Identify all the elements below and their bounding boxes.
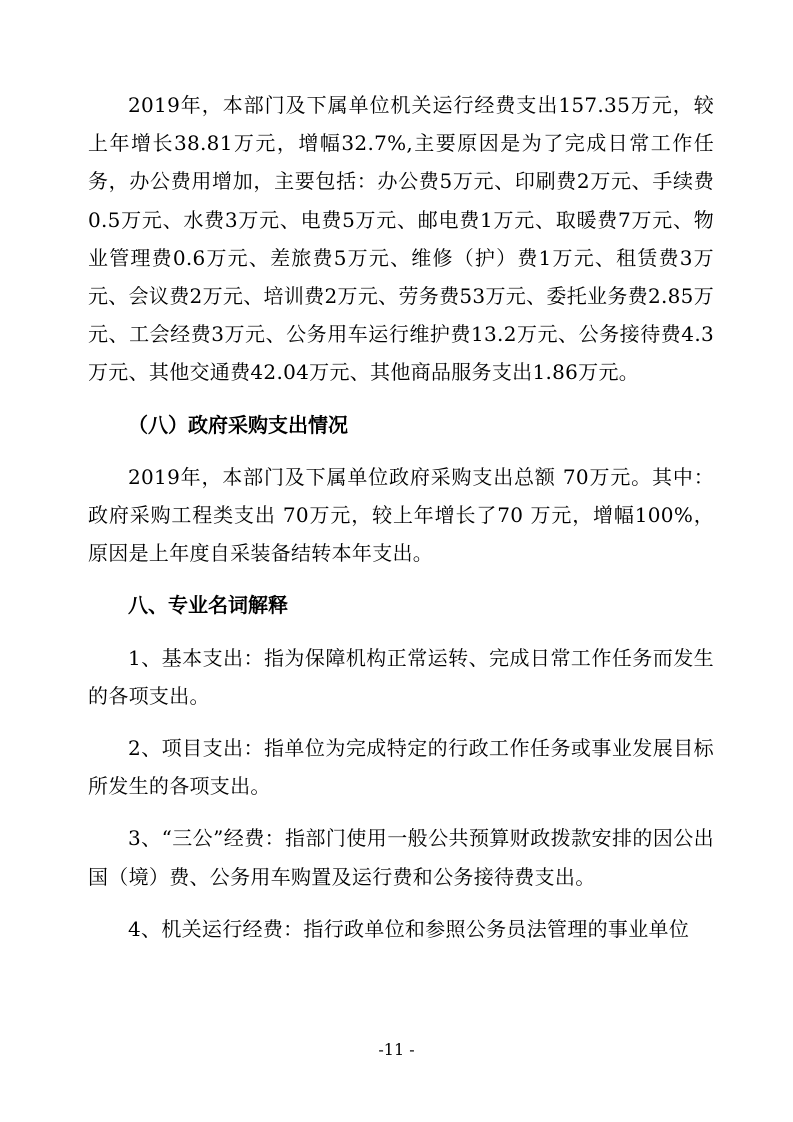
spacer xyxy=(88,805,714,819)
heading-government-procurement: （八）政府采购支出情况 xyxy=(128,412,348,437)
heading-glossary: 八、专业名词解释 xyxy=(128,593,288,618)
spacer xyxy=(88,896,714,910)
document-body xyxy=(88,86,714,948)
glossary-operating-expenses: 4、机关运行经费：指行政单位和参照公务员法管理的事业单位 xyxy=(128,916,690,941)
page-number: -11 - xyxy=(378,1040,415,1059)
paragraph-operating-expenses: 2019年，本部门及下属单位机关运行经费支出157.35万元，较上年增长38.81万元，增幅32.7%,主要原因是为了完成日常工作任务，办公费用增加，主要包括：办公费5万元、印刷费2万元、手续费0.5万元、水费3万元、电费5万元、邮电费1万元、取暖费7万元、物业管理费0.6万元、差旅费5万元、维修（护）费1万元、租赁费3万元、会议费2万元、培训费2万元、劳务费53万元、委托业务费2.85万元、工会经费3万元、公务用车运行维护费13.2万元、公务接待费4.3万元、其他交通费42.04万元、其他商品服务支出1.86万元。 xyxy=(88,93,714,385)
glossary-project-expenditure: 2、项目支出：指单位为完成特定的行政工作任务或事业发展目标所发生的各项支出。 xyxy=(88,736,714,799)
paragraph-procurement: 2019年，本部门及下属单位政府采购支出总额 70万元。其中：政府采购工程类支出 70万元，较上年增长了70 万元，增幅100%，原因是上年度自采装备结转本年支出。 xyxy=(88,464,714,566)
glossary-basic-expenditure: 1、基本支出：指为保障机构正常运转、完成日常工作任务而发生的各项支出。 xyxy=(88,645,714,708)
spacer xyxy=(88,392,714,406)
spacer xyxy=(88,625,714,639)
glossary-three-public-expenses: 3、“三公”经费：指部门使用一般公共预算财政拨款安排的因公出国（境）费、公务用车购置及运行费和公务接待费支出。 xyxy=(88,826,714,889)
spacer xyxy=(88,572,714,586)
spacer xyxy=(88,444,714,458)
spacer xyxy=(88,715,714,729)
